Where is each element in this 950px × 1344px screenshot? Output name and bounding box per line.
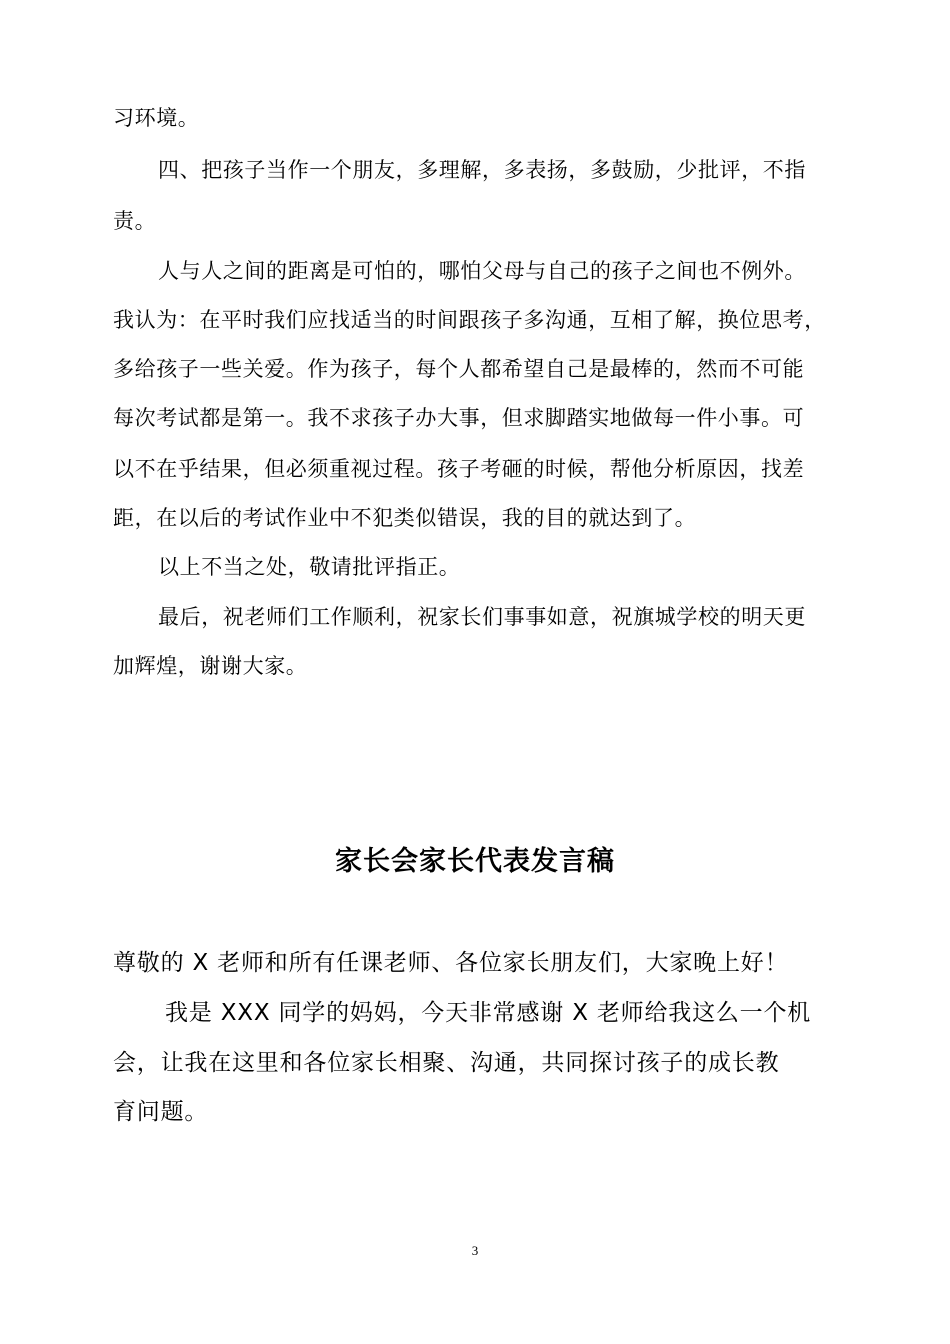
paragraph-line: 育问题。: [113, 1099, 209, 1125]
document-title: 家长会家长代表发言稿: [335, 846, 615, 877]
paragraph-line: 人与人之间的距离是可怕的，哪怕父母与自己的孩子之间也不例外。: [158, 259, 806, 283]
paragraph-line: 最后，祝老师们工作顺利，祝家长们事事如意，祝旗城学校的明天更: [158, 605, 806, 629]
paragraph-line: 加辉煌，谢谢大家。: [113, 654, 308, 678]
paragraph-line: 多给孩子一些关爱。作为孩子，每个人都希望自己是最棒的，然而不可能: [113, 357, 805, 381]
paragraph-line: 距，在以后的考试作业中不犯类似错误，我的目的就达到了。: [113, 506, 697, 530]
paragraph-line: 以不在乎结果，但必须重视过程。孩子考砸的时候，帮他分析原因，找差: [113, 457, 805, 481]
paragraph-line: 我是 XXX 同学的妈妈，今天非常感谢 X 老师给我这么一个机: [165, 1000, 812, 1026]
paragraph-line: 责。: [113, 209, 157, 233]
page-number: 3: [471, 1243, 479, 1258]
paragraph-line: 每次考试都是第一。我不求孩子办大事，但求脚踏实地做每一件小事。可: [113, 406, 805, 430]
paragraph-line: 四、把孩子当作一个朋友，多理解，多表扬，多鼓励，少批评，不指: [158, 158, 806, 182]
paragraph-line: 习环境。: [113, 106, 200, 130]
paragraph-line: 会，让我在这里和各位家长相聚、沟通，共同探讨孩子的成长教: [113, 1050, 780, 1076]
salutation-line: 尊敬的 X 老师和所有任课老师、各位家长朋友们，大家晚上好！: [113, 950, 789, 976]
paragraph-line: 以上不当之处，敬请批评指正。: [158, 555, 461, 579]
paragraph-line: 我认为：在平时我们应找适当的时间跟孩子多沟通，互相了解，换位思考，: [113, 308, 826, 332]
